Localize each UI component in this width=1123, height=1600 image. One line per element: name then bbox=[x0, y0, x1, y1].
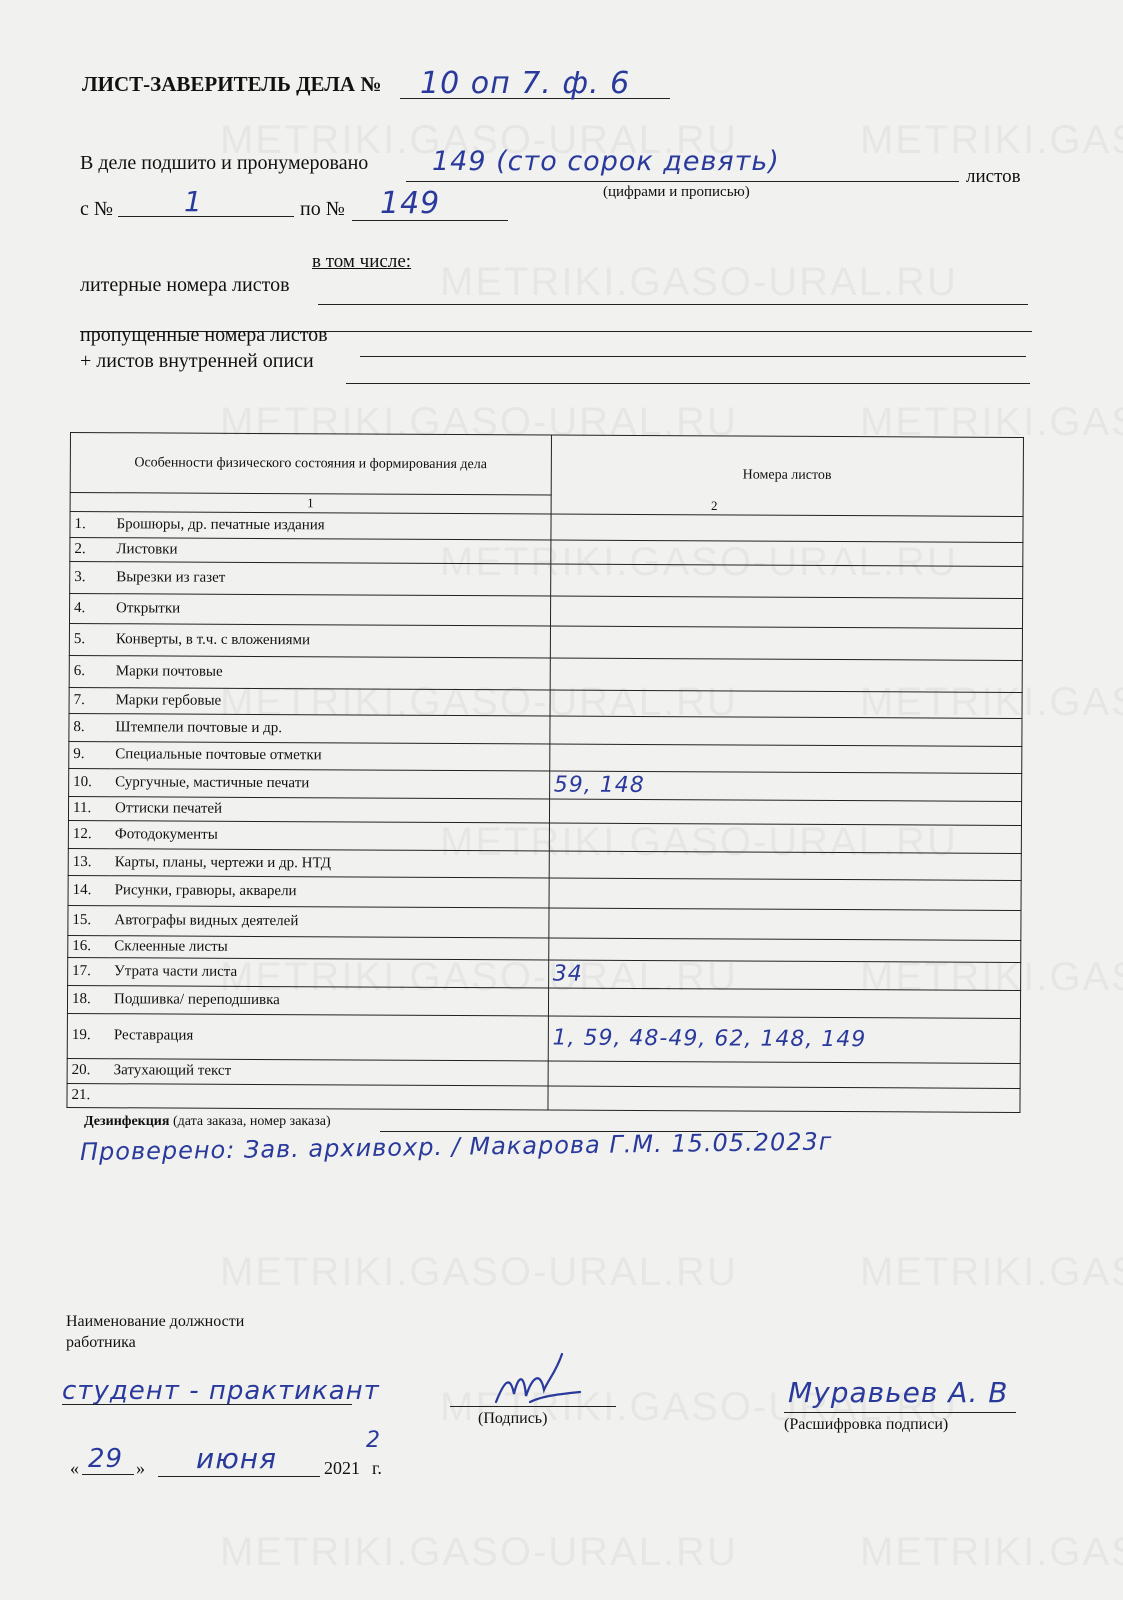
row-label: Специальные почтовые отметки bbox=[111, 741, 549, 771]
figures-hint: (цифрами и прописью) bbox=[603, 184, 750, 200]
row-number: 21. bbox=[67, 1084, 110, 1108]
page-title: ЛИСТ-ЗАВЕРИТЕЛЬ ДЕЛА № bbox=[82, 72, 382, 96]
row-sheet-numbers bbox=[550, 690, 1022, 718]
row-label: Конверты, в т.ч. с вложениями bbox=[112, 623, 550, 657]
date-year-fix: 2 bbox=[366, 1428, 381, 1453]
position-label-line1: Наименование должности bbox=[66, 1313, 245, 1330]
row-number: 7. bbox=[69, 687, 112, 713]
to-value: 149 bbox=[380, 186, 441, 221]
row-number: 13. bbox=[68, 848, 111, 876]
row-label: Марки гербовые bbox=[112, 688, 550, 716]
row-number: 1. bbox=[70, 512, 113, 538]
row-sheet-numbers bbox=[550, 716, 1022, 746]
col2-index: 2 bbox=[711, 498, 718, 513]
row-label: Вырезки из газет bbox=[112, 561, 550, 595]
row-sheet-numbers bbox=[548, 1086, 1020, 1112]
row-label: Фотодокументы bbox=[111, 820, 549, 850]
case-number-value: 10 оп 7. ф. 6 bbox=[420, 66, 631, 101]
table-header-row bbox=[70, 433, 1023, 498]
table-row bbox=[68, 876, 1021, 911]
row-sheet-numbers bbox=[548, 1061, 1020, 1089]
disinfection-note: Проверено: Зав. архивохр. / Макарова Г.М. 15.05.2023г bbox=[79, 1127, 833, 1166]
row-label: Брошюры, др. печатные издания bbox=[112, 512, 550, 540]
sheets-word: листов bbox=[966, 166, 1021, 187]
watermark bbox=[440, 260, 958, 305]
row-label: Склеенные листы bbox=[110, 936, 548, 960]
from-label: с № bbox=[80, 198, 113, 220]
row-number: 14. bbox=[68, 876, 111, 906]
row-label: Штемпели почтовые и др. bbox=[111, 713, 549, 743]
row-sheet-numbers bbox=[549, 851, 1021, 881]
letter-numbers-label: литерные номера листов bbox=[80, 274, 290, 296]
row-sheet-numbers bbox=[550, 564, 1022, 599]
row-sheet-numbers bbox=[551, 514, 1023, 542]
row-number: 9. bbox=[69, 741, 112, 769]
disinfection-label-bold: Дезинфекция bbox=[84, 1114, 170, 1129]
row-label: Листовки bbox=[112, 538, 550, 564]
table-row bbox=[67, 1084, 1020, 1113]
date-year: 2021 bbox=[324, 1458, 360, 1478]
row-sheet-numbers bbox=[549, 878, 1021, 910]
row-label: Автографы видных деятелей bbox=[110, 906, 548, 938]
row-number: 15. bbox=[68, 906, 111, 936]
row-sheet-numbers bbox=[549, 744, 1021, 774]
row-number: 20. bbox=[67, 1058, 110, 1084]
position-value: студент - практикант bbox=[62, 1376, 380, 1406]
disinfection-label-rest: (дата заказа, номер заказа) bbox=[172, 1114, 331, 1129]
row-label: Открытки bbox=[112, 593, 550, 625]
date-month-line bbox=[158, 1476, 320, 1477]
position-label bbox=[66, 1311, 244, 1353]
row-number: 10. bbox=[69, 769, 112, 797]
row-sheet-numbers: 1, 59, 48-49, 62, 148, 149 bbox=[548, 1016, 1021, 1063]
missing-numbers-line bbox=[360, 356, 1026, 357]
to-label: по № bbox=[300, 198, 345, 220]
row-number: 18. bbox=[67, 985, 110, 1013]
row-sheet-numbers bbox=[550, 626, 1022, 661]
table-row bbox=[67, 1013, 1020, 1063]
row-sheet-numbers bbox=[550, 596, 1022, 628]
row-number: 11. bbox=[68, 797, 111, 821]
decode-value: Муравьев А. В bbox=[788, 1376, 1009, 1409]
row-label: Затухающий текст bbox=[110, 1058, 548, 1086]
from-value: 1 bbox=[184, 185, 203, 218]
row-sheet-numbers bbox=[549, 908, 1021, 940]
row-number: 5. bbox=[69, 623, 112, 655]
row-sheet-numbers bbox=[548, 988, 1020, 1018]
disinfection-label bbox=[84, 1114, 331, 1130]
date-day-line bbox=[82, 1474, 134, 1475]
date-day: 29 bbox=[88, 1444, 124, 1474]
row-number: 6. bbox=[69, 655, 112, 687]
row-number: 8. bbox=[69, 713, 112, 741]
sign-caption: (Подпись) bbox=[478, 1410, 548, 1427]
table-row bbox=[70, 561, 1023, 598]
row-label: Сургучные, мастичные печати bbox=[111, 769, 549, 799]
watermark bbox=[220, 1530, 738, 1575]
row-number: 4. bbox=[69, 593, 112, 623]
row-label: Реставрация bbox=[110, 1013, 548, 1060]
watermark bbox=[220, 1250, 738, 1295]
sewn-value: 149 (сто сорок девять) bbox=[432, 146, 780, 177]
internal-inventory-line bbox=[346, 383, 1030, 384]
date-month: июня bbox=[196, 1442, 277, 1475]
signature-scribble-icon bbox=[490, 1350, 590, 1414]
table-row bbox=[69, 593, 1022, 628]
row-number: 12. bbox=[68, 820, 111, 848]
watermark bbox=[860, 1250, 1123, 1295]
table-row bbox=[69, 655, 1022, 692]
row-sheet-numbers bbox=[549, 823, 1021, 853]
sewn-label: В деле подшито и пронумеровано bbox=[80, 152, 369, 174]
decode-caption: (Расшифровка подписи) bbox=[784, 1416, 949, 1433]
row-number: 19. bbox=[67, 1013, 110, 1058]
date-open: « bbox=[70, 1458, 79, 1478]
row-sheet-numbers bbox=[549, 799, 1021, 825]
row-sheet-numbers bbox=[550, 540, 1022, 566]
row-sheet-numbers bbox=[550, 658, 1022, 693]
missing-numbers-label: пропущенные номера листов bbox=[80, 324, 328, 346]
from-line bbox=[118, 216, 294, 217]
row-label: Оттиски печатей bbox=[111, 797, 549, 823]
row-sheet-numbers bbox=[548, 938, 1020, 962]
watermark bbox=[860, 1530, 1123, 1575]
row-label: Подшивка/ переподшивка bbox=[110, 985, 548, 1015]
col1-index: 1 bbox=[70, 493, 551, 515]
internal-inventory-label: + листов внутренней описи bbox=[80, 350, 314, 372]
row-number: 17. bbox=[68, 957, 111, 985]
row-label: Рисунки, гравюры, акварели bbox=[111, 876, 549, 908]
row-number: 16. bbox=[68, 936, 111, 958]
row-label: Марки почтовые bbox=[112, 656, 550, 690]
row-sheet-numbers: 34 bbox=[548, 960, 1020, 990]
col1-header: Особенности физического состояния и формирования дела bbox=[70, 433, 551, 496]
date-close: » bbox=[136, 1458, 145, 1478]
row-label: Утрата части листа bbox=[110, 958, 548, 988]
position-label-line2: работника bbox=[66, 1334, 136, 1351]
signature-mark bbox=[490, 1350, 590, 1419]
including-label: в том числе: bbox=[312, 251, 412, 272]
condition-table bbox=[66, 432, 1024, 1113]
row-number: 2. bbox=[70, 537, 113, 561]
row-number: 3. bbox=[70, 561, 113, 593]
decode-line bbox=[784, 1412, 1016, 1413]
date-suffix: г. bbox=[372, 1458, 382, 1478]
sewn-line bbox=[406, 181, 959, 182]
col2-header: Номера листов bbox=[551, 435, 1024, 517]
position-line bbox=[62, 1404, 352, 1405]
watermark bbox=[860, 118, 1123, 163]
table-row bbox=[69, 623, 1022, 660]
row-label: Карты, планы, чертежи и др. НТД bbox=[111, 848, 549, 878]
row-label bbox=[109, 1084, 547, 1110]
row-sheet-numbers: 59, 148 bbox=[549, 771, 1021, 801]
letter-numbers-line bbox=[318, 304, 1028, 305]
table-row bbox=[68, 906, 1021, 941]
